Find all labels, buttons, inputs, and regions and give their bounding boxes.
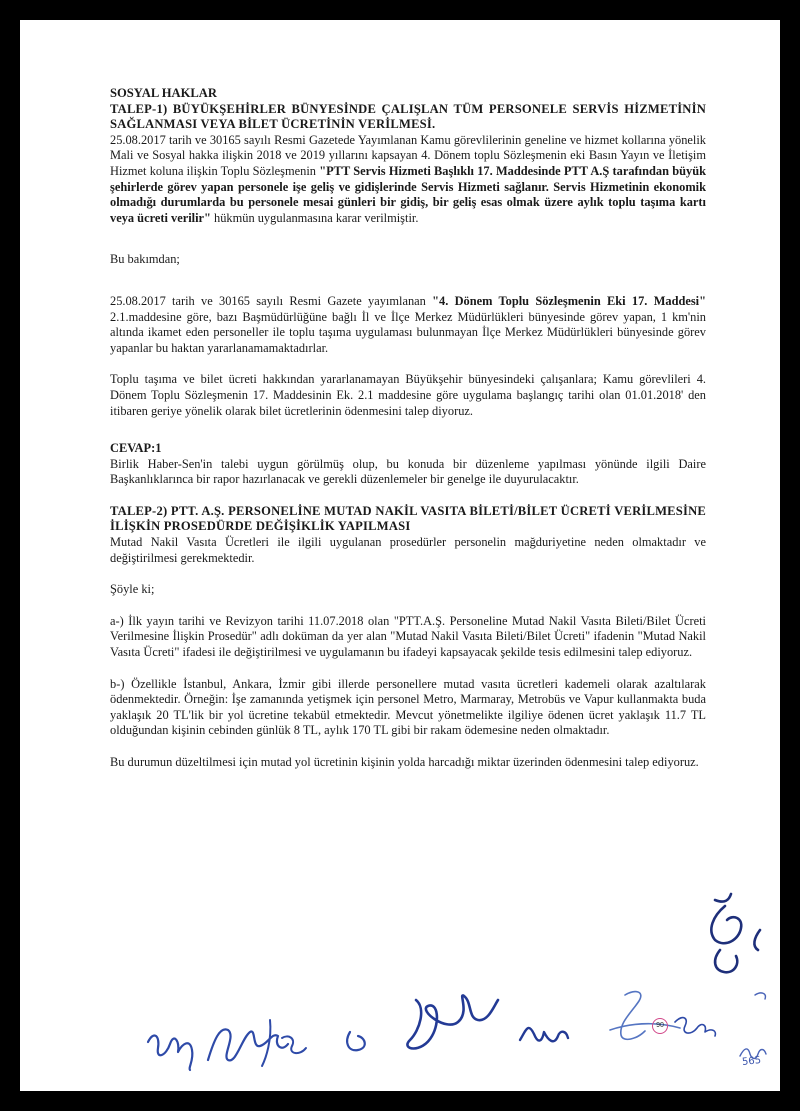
talep-2-title: TALEP-2) PTT. A.Ş. PERSONELİNE MUTAD NAKİL VASITA BİLETİ/BİLET ÜCRETİ VERİLMESİNE İLİŞKİN PROSEDÜRDE DEĞİŞİKLİK YAPILMASI — [110, 503, 706, 534]
talep-2-paragraph-3: a-) İlk yayın tarihi ve Revizyon tarihi 11.07.2018 olan "PTT.A.Ş. Personeline Mutad Nakil Vasıta Bileti/Bilet Ücreti Verilmesine İlişkin Prosedür" adlı doküman da yer alan "Mutad Nakil Vasıta Bileti/Bilet Ücreti" ifadenin "Mutad Nakil Vasıta Ücreti" ifadesi ile değiştirilmesi ve uygulamanın bu ifadeyi kapsayacak şekilde tesis edilmesini talep ediyoruz. — [110, 613, 706, 660]
section-heading: SOSYAL HAKLAR — [110, 86, 217, 100]
talep-1-title: TALEP-1) BÜYÜKŞEHİRLER BÜNYESİNDE ÇALIŞLAN TÜM PERSONELE SERVİS HİZMETİNİN SAĞLANMASI VEYA BİLET ÜCRETİNİN VERİLMESİ. — [110, 101, 706, 132]
signature-6 — [520, 1028, 568, 1041]
talep-2-paragraph-1: Mutad Nakil Vasıta Ücretleri ile ilgili uygulanan prosedürler personelin mağduriyetine neden olmaktadır ve değiştirilmesi gerekmektedir. — [110, 535, 706, 565]
talep-1-p3-text-c: 2.1.maddesine göre, bazı Başmüdürlüğüne bağlı İl ve İlçe Merkez Müdürlükleri bünyesinde görev yapan, 1 km'nin altında ikamet eden personeller ile toplu taşıma uygulaması bulunmayan İlçe Merkez Müdürlükleri bünyesinde görev yapanlar bu haktan yararlanamamaktadırlar. — [110, 309, 706, 355]
talep-1-p1-text-a: 25.08.2017 tarih ve 30165 sayılı Resmi Gazetede Yayımlanan Kamu görevlilerinin geneline ve hizmet kollarına yönelik Mali ve Sosyal hakka ilişkin 2018 ve 2019 yıllarını kapsayan 4. Dönem toplu Sözleşmenin eki Basın Yayın ve İletişim Hizmet koluna ilişkin Toplu Sözleşmenin — [110, 132, 706, 178]
signature-note: 565 — [741, 1055, 762, 1068]
page-number-stamp: 90 — [652, 1018, 668, 1034]
signature-4 — [347, 1032, 365, 1050]
talep-2-paragraph-5: Bu durumun düzeltilmesi için mutad yol ücretinin kişinin yolda harcadığı miktar üzerinden ödenmesini talep ediyoruz. — [110, 755, 699, 769]
talep-1-paragraph-4: Toplu taşıma ve bilet ücreti hakkından yararlanamayan Büyükşehir bünyesindeki çalışanlara; Kamu görevlileri 4. Dönem Toplu Sözleşmenin 17. Maddesinin Ek. 2.1 maddesine göre uygulama başlangıç tarihi olan 01.01.2018' den itibaren geriye yönelik olarak bilet ücretlerinin ödenmesini talep diyoruz. — [110, 372, 706, 418]
signature-7 — [610, 992, 680, 1040]
talep-1-paragraph-2: Bu bakımdan; — [110, 252, 180, 267]
talep-1-p3-bold: "4. Dönem Toplu Sözleşmenin Eki 17. Maddesi" — [432, 293, 707, 308]
signature-1 — [148, 1035, 192, 1070]
signature-9 — [675, 1018, 715, 1036]
signature-3 — [262, 1020, 306, 1066]
talep-1-p3-text-a: 25.08.2017 tarih ve 30165 sayılı Resmi Gazete yayımlanan — [110, 293, 433, 308]
talep-1-paragraph-3 — [110, 294, 706, 356]
signature-8 — [711, 894, 760, 972]
talep-1-p1-text-c: hükmün uygulanmasına karar verilmiştir. — [210, 210, 419, 225]
talep-2-paragraph-2: Şöyle ki; — [110, 582, 155, 597]
talep-2-paragraph-4: b-) Özellikle İstanbul, Ankara, İzmir gibi illerde personellere mutad vasıta ücretleri kademeli olarak azaltılarak ödenmektedir. Örneğin: İşe zamanında yetişmek için personel Metro, Marmaray, Metrobüs ve Vapur kullanmakta buda yaklaşık 20 TL'lik bir yol ücretine tekabül etmektedir. Mevcut yönetmelikte ilgiliye ödenen ücret yaklaşık 11.7 TL olduğundan kişinin cebinden günlük 8 TL, aylık 170 TL gibi bir rakam ödemesine neden olmaktadır. — [110, 676, 706, 738]
signature-2 — [208, 1029, 288, 1060]
signature-5 — [407, 995, 498, 1048]
talep-1-p1-bold: "PTT Servis Hizmeti Başlıklı 17. Maddesinde PTT A.Ş tarafından büyük şehirlerde görev yapan personele işe geliş ve gidişlerinde Servis Hizmeti sağlanır. Servis Hizmetinin ekonomik olmadığı durumlarda bu personele mesai günleri bir gidiş, bir geliş esas olmak üzere aylık toplu taşıma kartı veya ücreti verilir" — [110, 163, 706, 225]
cevap-1-text: Birlik Haber-Sen'in talebi uygun görülmüş olup, bu konuda bir düzenleme yapılması yönünde ilgili Daire Başkanlıklarınca bir rapor hazırlanacak ve gerekli düzenlemeler bir genelge ile duyurulacaktır. — [110, 456, 706, 487]
talep-1-paragraph-1 — [110, 133, 706, 227]
signature-11 — [755, 993, 765, 999]
document-page — [20, 20, 780, 1091]
document-body — [110, 86, 706, 771]
cevap-1-title: CEVAP:1 — [110, 441, 162, 456]
